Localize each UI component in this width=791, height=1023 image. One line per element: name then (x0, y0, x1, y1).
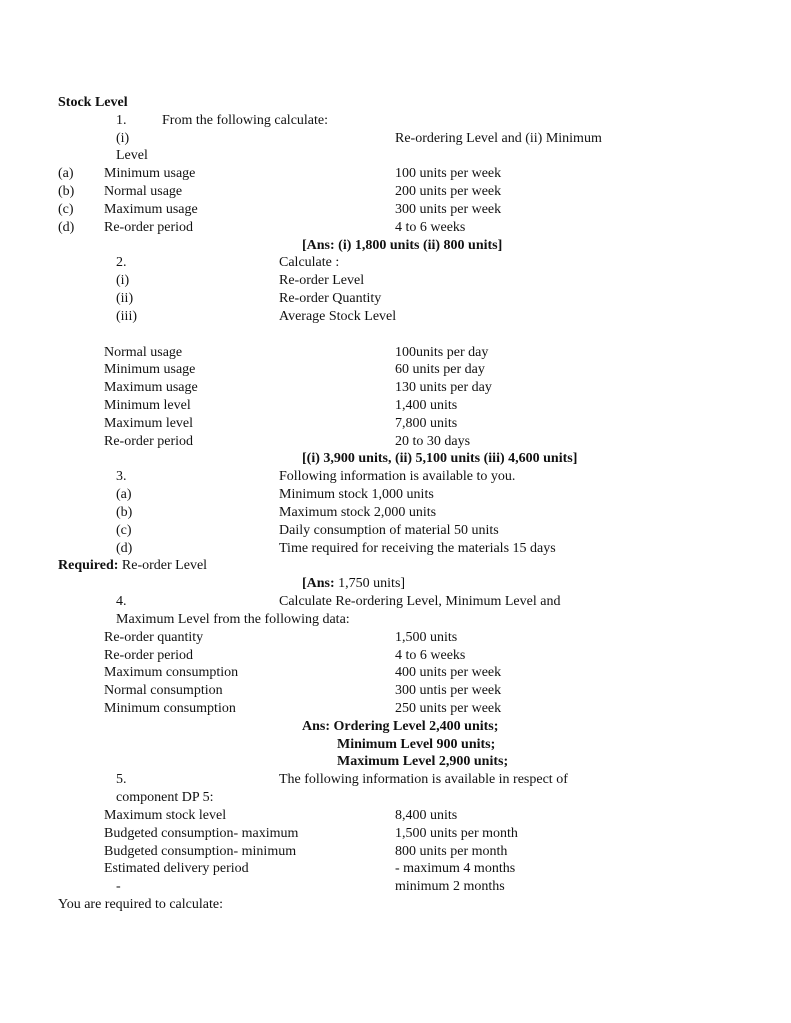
q1-row-name: Minimum usage (104, 166, 196, 181)
q4-intro: Calculate Re-ordering Level, Minimum Level and (279, 594, 561, 609)
q1-row-label: (b) (58, 184, 75, 199)
q4-number: 4. (116, 594, 127, 609)
q3-item-label: (c) (116, 523, 132, 538)
q1-answer: [Ans: (i) 1,800 units (ii) 800 units] (302, 238, 503, 253)
q5-intro-cont: component DP 5: (116, 790, 214, 805)
q2-row-value: 20 to 30 days (395, 434, 471, 449)
q2-row-name: Normal usage (104, 345, 183, 360)
q4-row-value: 1,500 units (395, 630, 458, 645)
q5-number: 5. (116, 772, 127, 787)
q2-item-text: Re-order Level (279, 273, 365, 288)
q2-item-label: (i) (116, 273, 130, 288)
q2-intro: Calculate : (279, 255, 340, 270)
q1-row-label: (c) (58, 202, 74, 217)
q1-row-value: 100 units per week (395, 166, 502, 181)
q4-row-name: Normal consumption (104, 683, 223, 698)
q3-item-label: (b) (116, 505, 133, 520)
q5-row-name: Budgeted consumption- minimum (104, 844, 297, 859)
q2-row-name: Maximum level (104, 416, 194, 431)
q4-row-value: 250 units per week (395, 701, 502, 716)
q3-item-text: Maximum stock 2,000 units (279, 505, 437, 520)
q4-answer-line: Ans: Ordering Level 2,400 units; (302, 719, 499, 734)
q2-item-label: (ii) (116, 291, 134, 306)
q3-answer (302, 575, 405, 592)
q2-number: 2. (116, 255, 127, 270)
q2-row-value: 7,800 units (395, 416, 458, 431)
q1-intro: From the following calculate: (162, 113, 329, 128)
q1-row-value: 300 units per week (395, 202, 502, 217)
q5-extra-value: minimum 2 months (395, 879, 505, 894)
q4-row-name: Maximum consumption (104, 665, 239, 680)
q3-item-label: (a) (116, 487, 132, 502)
q4-answer-line: Maximum Level 2,900 units; (337, 754, 509, 769)
q4-row-name: Minimum consumption (104, 701, 236, 716)
q1-row-label: (d) (58, 220, 75, 235)
q5-row-name: Estimated delivery period (104, 861, 249, 876)
q3-item-text: Minimum stock 1,000 units (279, 487, 434, 502)
q5-dash: - (116, 879, 121, 894)
q2-row-value: 100units per day (395, 345, 489, 360)
q2-row-value: 130 units per day (395, 380, 492, 395)
q4-answer-line: Minimum Level 900 units; (337, 737, 496, 752)
q1-row-value: 200 units per week (395, 184, 502, 199)
q3-required-label: Required: (58, 558, 119, 573)
q3-answer-rest: 1,750 units] (334, 576, 406, 591)
q5-row-name: Maximum stock level (104, 808, 227, 823)
q4-row-name: Re-order period (104, 648, 194, 663)
q1-row-name: Normal usage (104, 184, 183, 199)
q1-row-value: 4 to 6 weeks (395, 220, 466, 235)
q2-row-name: Minimum usage (104, 362, 196, 377)
q5-row-value: 8,400 units (395, 808, 458, 823)
q5-row-name: Budgeted consumption- maximum (104, 826, 299, 841)
q1-item-text-cont: Level (116, 148, 148, 163)
q4-row-value: 300 untis per week (395, 683, 502, 698)
q1-item-text: Re-ordering Level and (ii) Minimum (395, 131, 602, 146)
closing-line: You are required to calculate: (58, 897, 223, 912)
q2-item-label: (iii) (116, 309, 137, 324)
q2-row-value: 1,400 units (395, 398, 458, 413)
q1-number: 1. (116, 113, 127, 128)
q3-item-text: Time required for receiving the materials 15 days (279, 541, 556, 556)
q1-row-label: (a) (58, 166, 74, 181)
q5-row-value: - maximum 4 months (395, 861, 516, 876)
q2-row-value: 60 units per day (395, 362, 485, 377)
q3-intro: Following information is available to you. (279, 469, 516, 484)
q4-row-value: 400 units per week (395, 665, 502, 680)
q2-item-text: Average Stock Level (279, 309, 397, 324)
q4-row-name: Re-order quantity (104, 630, 204, 645)
q3-item-text: Daily consumption of material 50 units (279, 523, 499, 538)
q2-row-name: Maximum usage (104, 380, 198, 395)
q2-item-text: Re-order Quantity (279, 291, 382, 306)
q2-answer: [(i) 3,900 units, (ii) 5,100 units (iii) 4,600 units] (302, 451, 578, 466)
q5-row-value: 1,500 units per month (395, 826, 518, 841)
q1-item-label: (i) (116, 131, 130, 146)
q3-answer-prefix: [Ans: (302, 576, 335, 591)
q1-row-name: Maximum usage (104, 202, 198, 217)
section-title: Stock Level (58, 95, 128, 110)
q5-intro: The following information is available in respect of (279, 772, 568, 787)
q3-number: 3. (116, 469, 127, 484)
q3-required (58, 557, 207, 574)
q4-intro-cont: Maximum Level from the following data: (116, 612, 350, 627)
q2-row-name: Minimum level (104, 398, 191, 413)
q2-row-name: Re-order period (104, 434, 194, 449)
q5-row-value: 800 units per month (395, 844, 508, 859)
q1-row-name: Re-order period (104, 220, 194, 235)
q3-item-label: (d) (116, 541, 133, 556)
q3-required-text: Re-order Level (118, 558, 208, 573)
q4-row-value: 4 to 6 weeks (395, 648, 466, 663)
